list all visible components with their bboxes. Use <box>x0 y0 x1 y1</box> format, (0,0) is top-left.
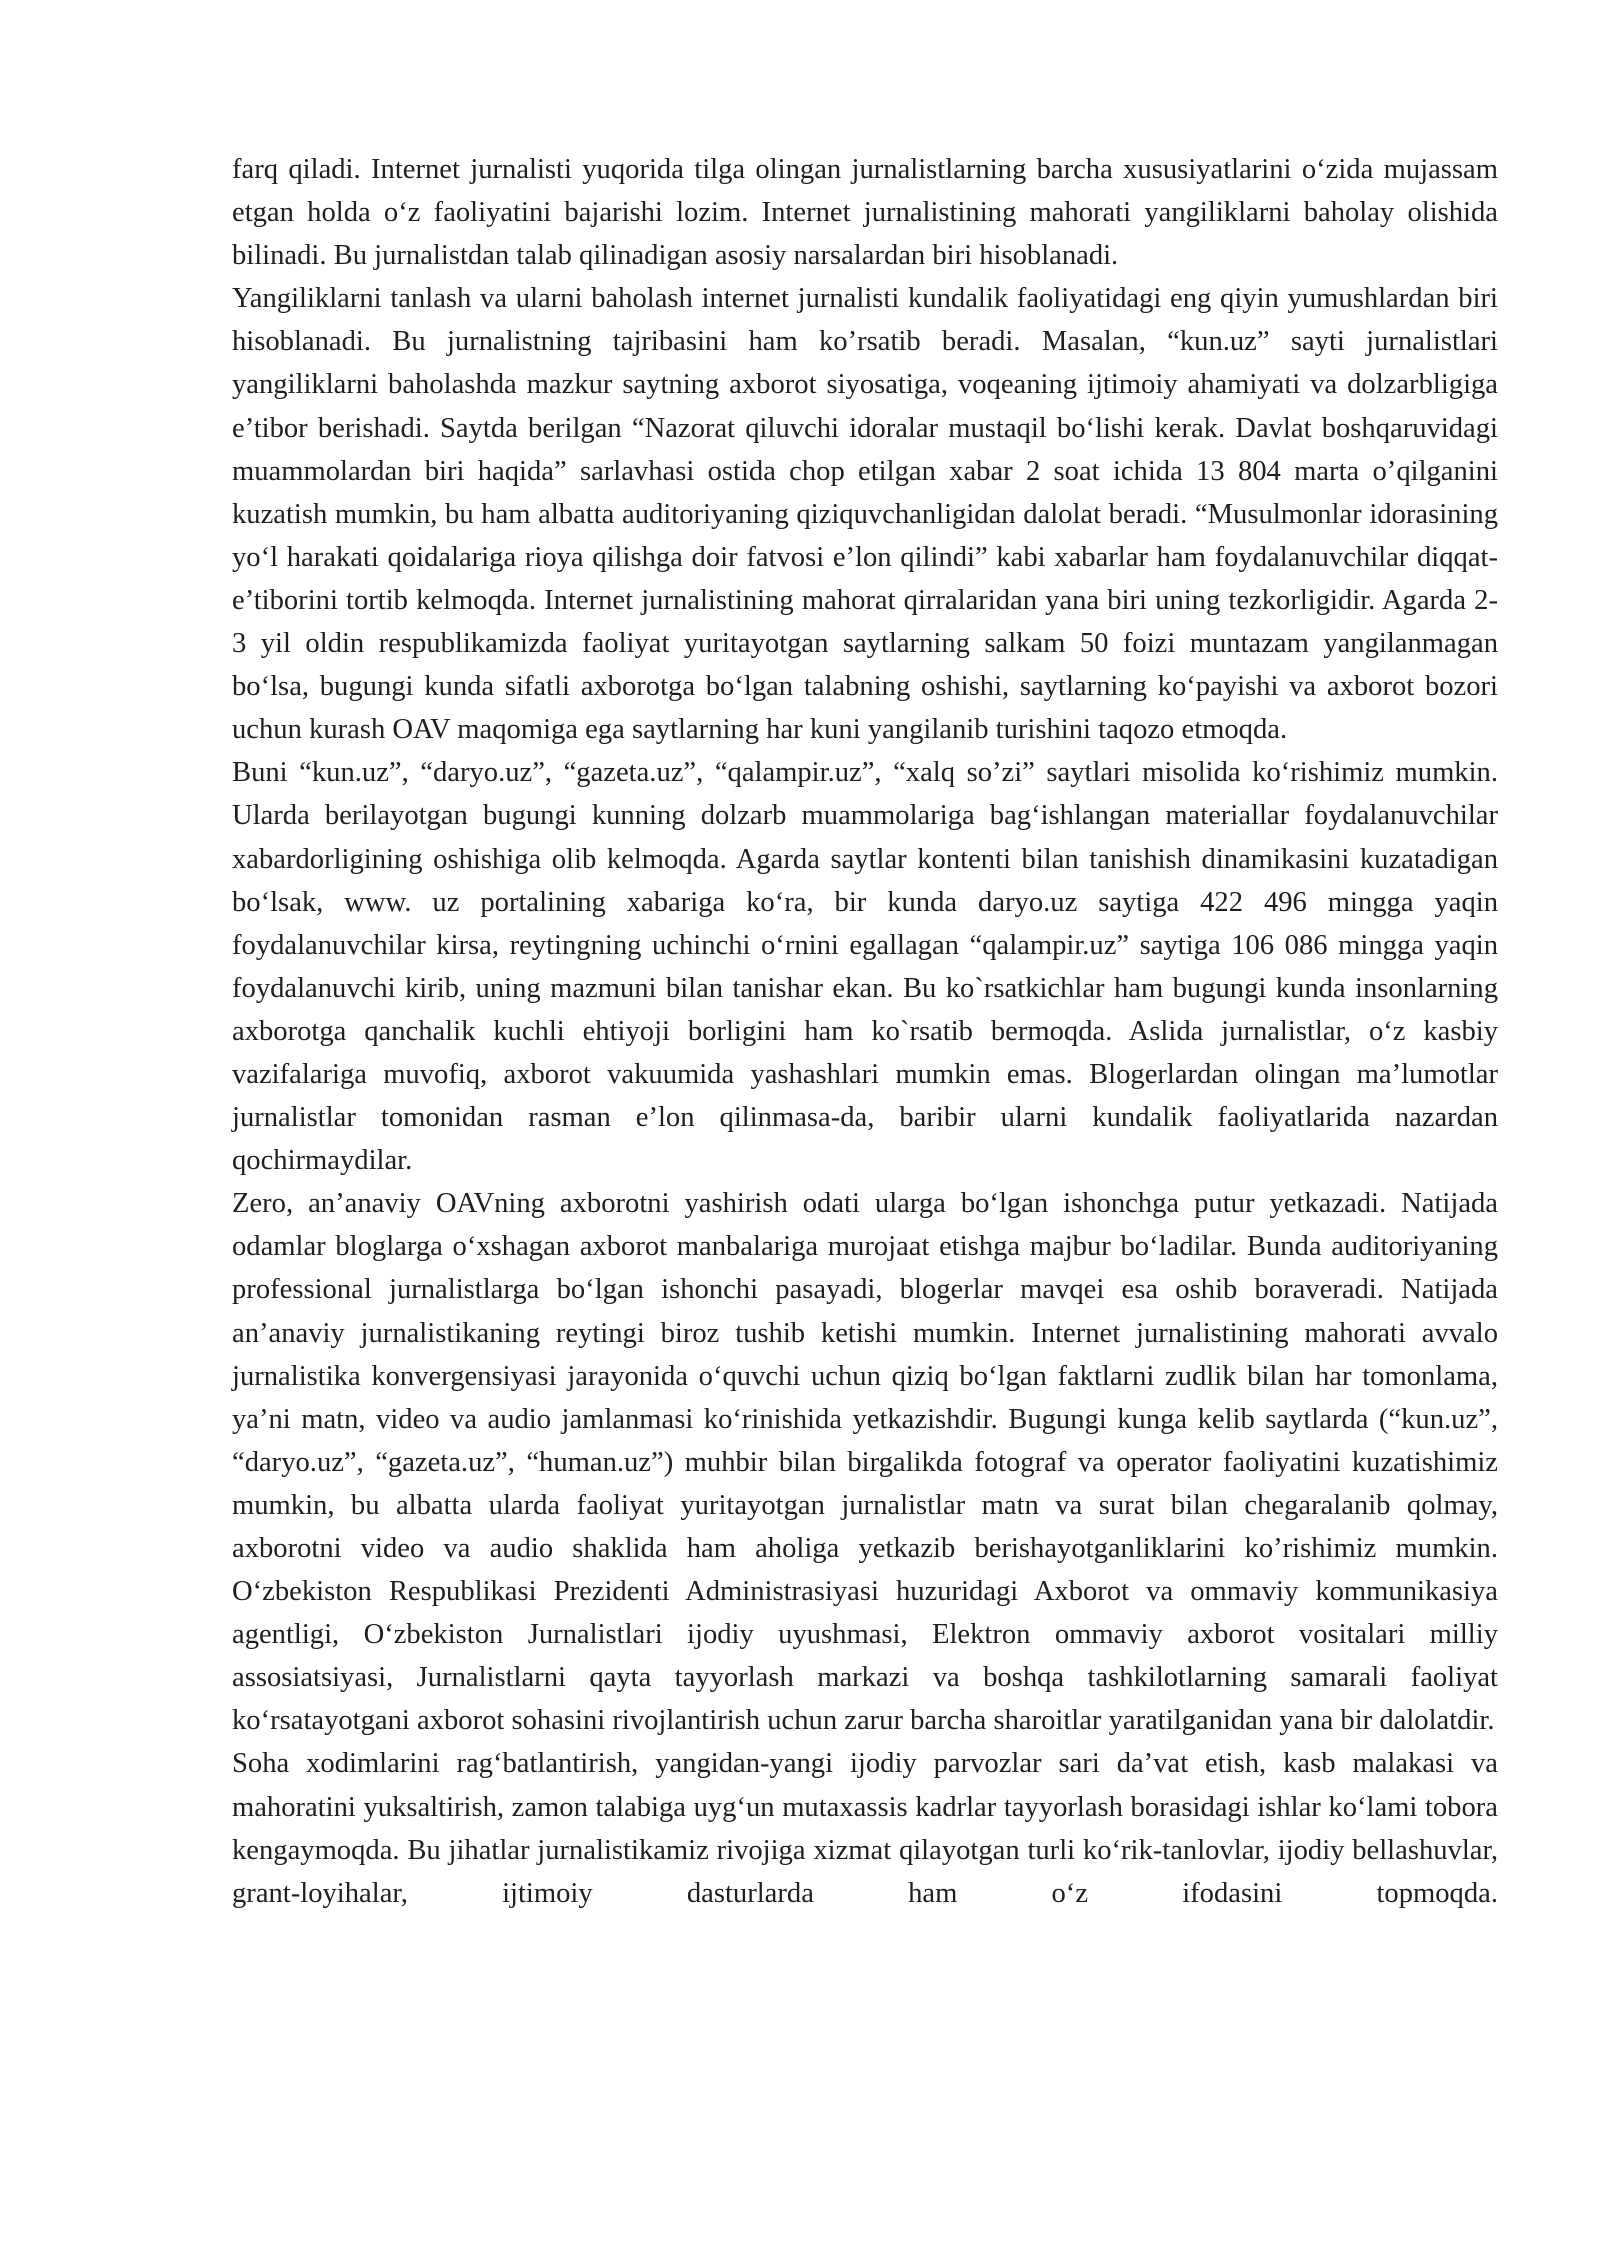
paragraph-1: farq qiladi. Internet jurnalisti yuqorida tilga olingan jurnalistlarning barcha xususiyatlarini oʻzida mujassam etgan holda oʻz faoliyatini bajarishi lozim. Internet jurnalistining mahorati yangiliklarni baholay olishida bilinadi. Bu jurnalistdan talab qilinadigan asosiy narsalardan biri hisoblanadi. <box>232 154 1498 272</box>
paragraph-2: Yangiliklarni tanlash va ularni baholash internet jurnalisti kundalik faoliyatidagi eng qiyin yumushlardan biri hisoblanadi. Bu jurnalistning tajribasini ham ko’rsatib beradi. Masalan, “kun.uz” sayti jurnalistlari yangiliklarni baholashda mazkur saytning axborot siyosatiga, voqeaning ijtimoiy ahamiyati va dolzarbligiga e’tibor berishadi. Saytda berilgan “Nazorat qiluvchi idoralar mustaqil boʻlishi kerak. Davlat boshqaruvidagi muammolardan biri haqida” sarlavhasi ostida chop etilgan xabar 2 soat ichida 13 804 marta o’qilganini kuzatish mumkin, bu ham albatta auditoriyaning qiziquvchanligidan dalolat beradi. “Musulmonlar idorasining yoʻl harakati qoidalariga rioya qilishga doir fatvosi e’lon qilindi” kabi xabarlar ham foydalanuvchilar diqqat-e’tiborini tortib kelmoqda. Internet jurnalistining mahorat qirralaridan yana biri uning tezkorligidir. Agarda 2-3 yil oldin respublikamizda faoliyat yuritayotgan saytlarning salkam 50 foizi muntazam yangilanmagan boʻlsa, bugungi kunda sifatli axborotga boʻlgan talabning oshishi, saytlarning koʻpayishi va axborot bozori uchun kurash OAV maqomiga ega saytlarning har kuni yangilanib turishini taqozo etmoqda. <box>232 283 1498 746</box>
paragraph-4: Zero, an’anaviy OAVning axborotni yashirish odati ularga boʻlgan ishonchga putur yetkazadi. Natijada odamlar bloglarga oʻxshagan axborot manbalariga murojaat etishga majbur boʻladilar. Bunda auditoriyaning professional jurnalistlarga boʻlgan ishonchi pasayadi, blogerlar mavqei esa oshib boraveradi. Natijada an’anaviy jurnalistikaning reytingi biroz tushib ketishi mumkin. Internet jurnalistining mahorati avvalo jurnalistika konvergensiyasi jarayonida oʻquvchi uchun qiziq boʻlgan faktlarni zudlik bilan har tomonlama, ya’ni matn, video va audio jamlanmasi koʻrinishida yetkazishdir. Bugungi kunga kelib saytlarda (“kun.uz”, “daryo.uz”, “gazeta.uz”, “human.uz”) muhbir bilan birgalikda fotograf va operator faoliyatini kuzatishimiz mumkin, bu albatta ularda faoliyat yuritayotgan jurnalistlar matn va surat bilan chegaralanib qolmay, axborotni video va audio shaklida ham aholiga yetkazib berishayotganliklarini ko’rishimiz mumkin. Oʻzbekiston Respublikasi Prezidenti Administrasiyasi huzuridagi Axborot va ommaviy kommunikasiya agentligi, Oʻzbekiston Jurnalistlari ijodiy uyushmasi, Elektron ommaviy axborot vositalari milliy assosiatsiyasi, Jurnalistlarni qayta tayyorlash markazi va boshqa tashkilotlarning samarali faoliyat koʻrsatayotgani axborot sohasini rivojlantirish uchun zarur barcha sharoitlar yaratilganidan yana bir dalolatdir. <box>232 1188 1498 1737</box>
paragraph-5: Soha xodimlarini ragʻbatlantirish, yangidan-yangi ijodiy parvozlar sari da’vat etish, kasb malakasi va mahoratini yuksaltirish, zamon talabiga uygʻun mutaxassis kadrlar tayyorlash borasidagi ishlar koʻlami tobora kengaymoqda. Bu jihatlar jurnalistikamiz rivojiga xizmat qilayotgan turli koʻrik-tanlovlar, ijodiy bellashuvlar, grant-loyihalar, ijtimoiy dasturlarda ham oʻz ifodasini topmoqda. <box>232 1748 1498 1909</box>
paragraph-3: Buni “kun.uz”, “daryo.uz”, “gazeta.uz”, “qalampir.uz”, “xalq so’zi” saytlari misolida koʻrishimiz mumkin. Ularda berilayotgan bugungi kunning dolzarb muammolariga bagʻishlangan materiallar foydalanuvchilar xabardorligining oshishiga olib kelmoqda. Agarda saytlar kontenti bilan tanishish dinamikasini kuzatadigan boʻlsak, www. uz portalining xabariga koʻra, bir kunda daryo.uz saytiga 422 496 mingga yaqin foydalanuvchilar kirsa, reytingning uchinchi oʻrnini egallagan “qalampir.uz” saytiga 106 086 mingga yaqin foydalanuvchi kirib, uning mazmuni bilan tanishar ekan. Bu ko`rsatkichlar ham bugungi kunda insonlarning axborotga qanchalik kuchli ehtiyoji borligini ham ko`rsatib bermoqda. Aslida jurnalistlar, oʻz kasbiy vazifalariga muvofiq, axborot vakuumida yashashlari mumkin emas. Blogerlardan olingan ma’lumotlar jurnalistlar tomonidan rasman e’lon qilinmasa-da, baribir ularni kundalik faoliyatlarida nazardan qochirmaydilar. <box>232 757 1498 1177</box>
document-page <box>232 148 1498 1915</box>
